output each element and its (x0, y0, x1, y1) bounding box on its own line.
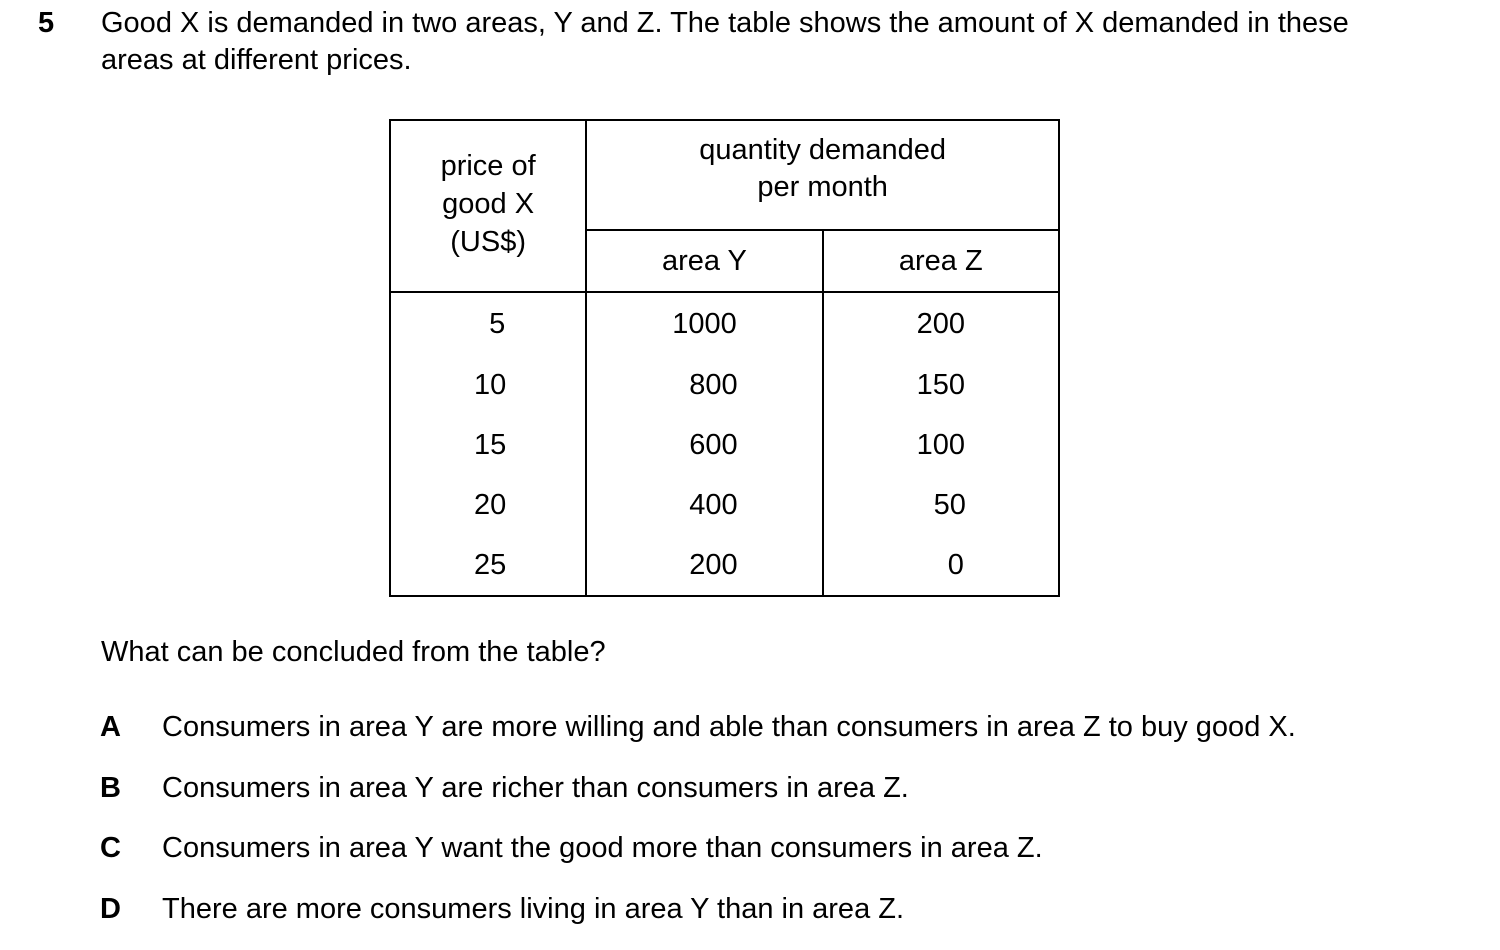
question-stem-line-2: areas at different prices. (101, 42, 1461, 79)
question-number: 5 (38, 6, 54, 40)
price-cell: 25 (390, 535, 586, 596)
option-letter: C (100, 829, 162, 867)
price-header (390, 120, 586, 292)
quantity-header (586, 120, 1059, 230)
area-y-cell: 800 (586, 355, 822, 415)
price-header-line-3: (US$) (391, 223, 585, 261)
option-letter: B (100, 769, 162, 807)
question-stem-line-1: Good X is demanded in two areas, Y and Z. The table shows the amount of X demanded in these (101, 5, 1461, 42)
area-z-cell: 100 (823, 415, 1059, 475)
table-row (390, 415, 1059, 475)
price-cell: 5 (390, 292, 586, 355)
table-row (390, 475, 1059, 535)
answer-options (100, 708, 1480, 950)
table-row (390, 535, 1059, 596)
area-y-cell: 600 (586, 415, 822, 475)
area-z-cell: 200 (823, 292, 1059, 355)
table-row (390, 292, 1059, 355)
demand-table (389, 119, 1060, 597)
option-a[interactable] (100, 708, 1480, 769)
option-c[interactable] (100, 829, 1480, 890)
price-cell: 10 (390, 355, 586, 415)
table-row (390, 355, 1059, 415)
quantity-header-line-1: quantity demanded (587, 133, 1058, 167)
area-z-cell: 0 (823, 535, 1059, 596)
area-y-cell: 400 (586, 475, 822, 535)
quantity-header-line-2: per month (587, 167, 1058, 207)
area-y-cell: 200 (586, 535, 822, 596)
option-text: Consumers in area Y are richer than consumers in area Z. (162, 769, 909, 807)
area-y-header: area Y (586, 230, 822, 292)
price-header-line-2: good X (391, 185, 585, 223)
price-cell: 15 (390, 415, 586, 475)
option-text: Consumers in area Y want the good more than consumers in area Z. (162, 829, 1043, 867)
question-prompt: What can be concluded from the table? (101, 634, 606, 670)
area-z-header: area Z (823, 230, 1059, 292)
area-y-cell: 1000 (586, 292, 822, 355)
option-text: Consumers in area Y are more willing and able than consumers in area Z to buy good X. (162, 708, 1296, 746)
price-header-line-1: price of (391, 147, 585, 185)
option-text: There are more consumers living in area Y than in area Z. (162, 890, 904, 928)
option-letter: A (100, 708, 162, 746)
question-stem (101, 5, 1461, 79)
price-cell: 20 (390, 475, 586, 535)
area-z-cell: 150 (823, 355, 1059, 415)
option-d[interactable] (100, 890, 1480, 950)
option-letter: D (100, 890, 162, 928)
option-b[interactable] (100, 769, 1480, 830)
area-z-cell: 50 (823, 475, 1059, 535)
